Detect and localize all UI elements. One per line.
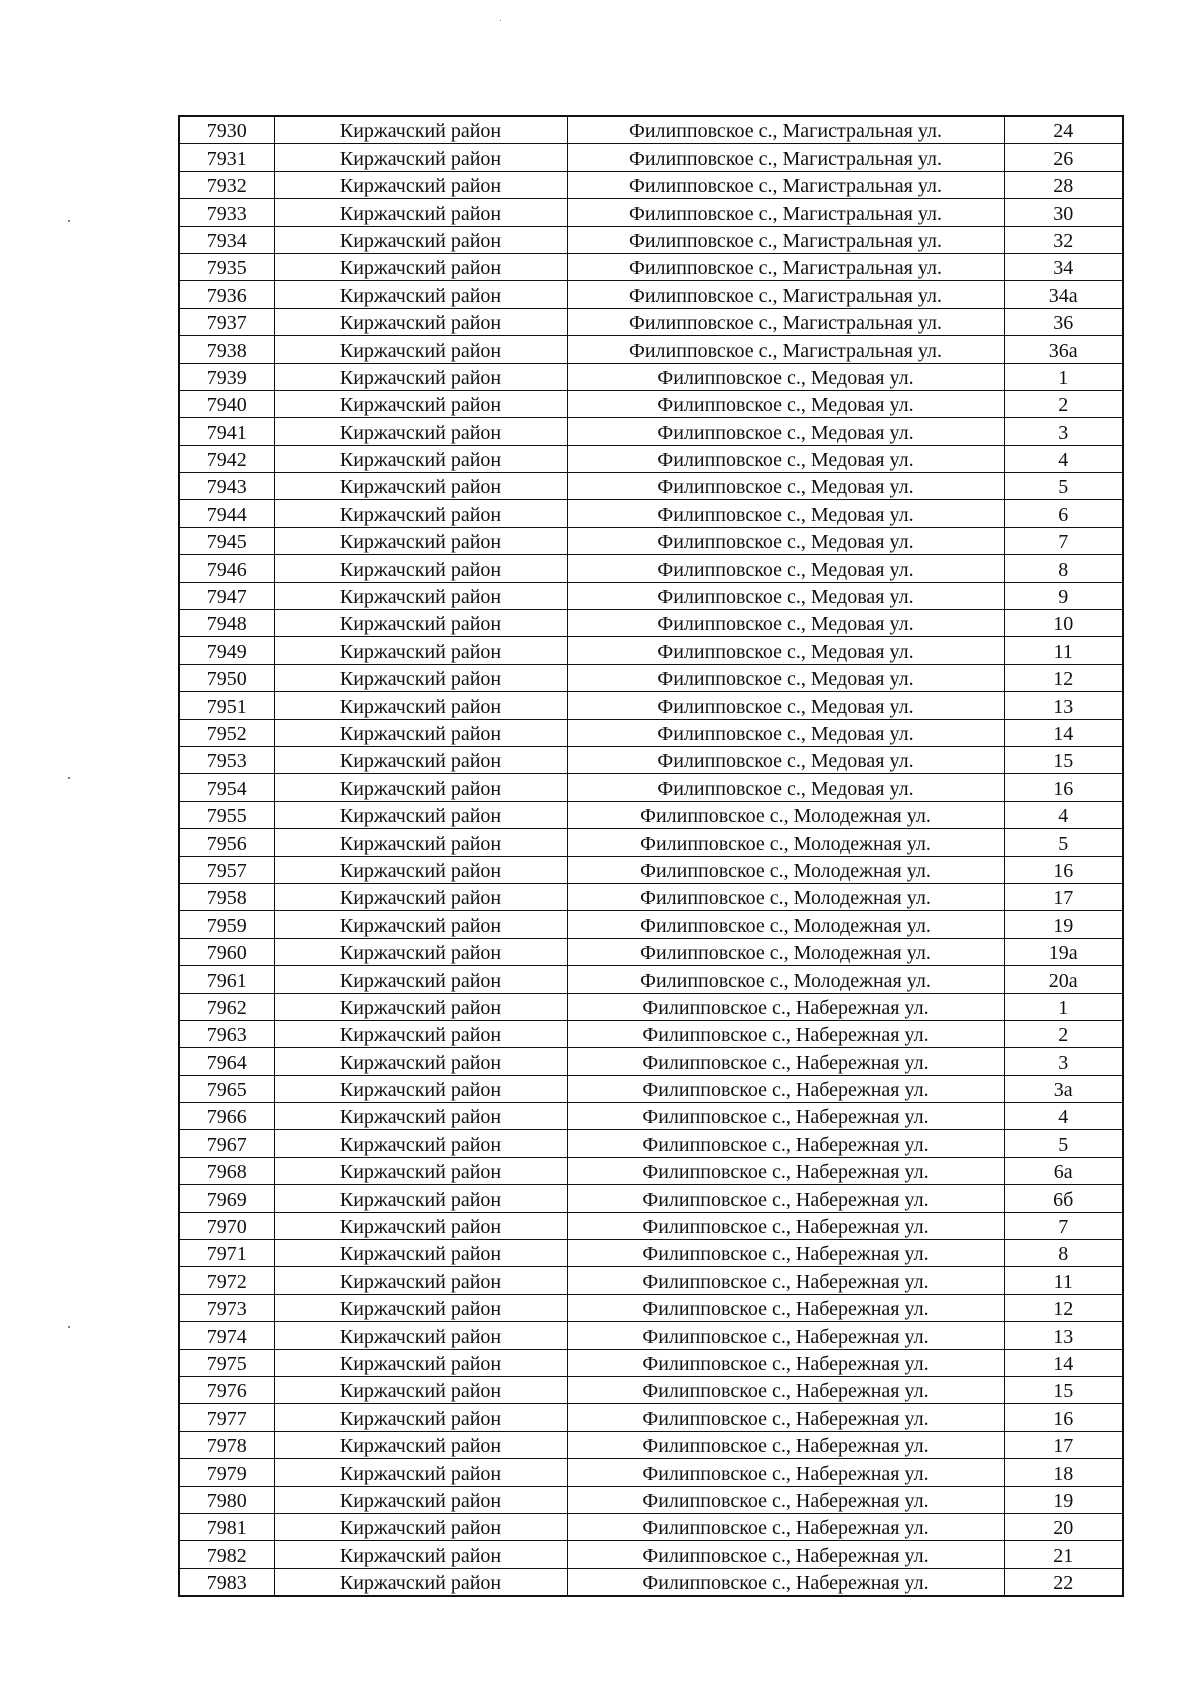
row-number-cell: 7934 — [179, 226, 274, 253]
row-number-cell: 7965 — [179, 1075, 274, 1102]
row-number-cell: 7937 — [179, 308, 274, 335]
house-number-cell: 36а — [1004, 336, 1123, 363]
row-number-cell: 7931 — [179, 144, 274, 171]
row-number-cell: 7936 — [179, 281, 274, 308]
row-number-cell: 7981 — [179, 1513, 274, 1540]
table-row — [179, 473, 1123, 500]
row-number-cell: 7971 — [179, 1240, 274, 1267]
district-cell: Киржачский район — [274, 308, 567, 335]
row-number-cell: 7952 — [179, 719, 274, 746]
house-number-cell: 17 — [1004, 883, 1123, 910]
house-number-cell: 7 — [1004, 1212, 1123, 1239]
table-row — [179, 199, 1123, 226]
district-cell: Киржачский район — [274, 856, 567, 883]
house-number-cell: 2 — [1004, 390, 1123, 417]
row-number-cell: 7943 — [179, 473, 274, 500]
address-cell: Филипповское с., Набережная ул. — [567, 1459, 1004, 1486]
scan-speck — [68, 1326, 70, 1328]
district-cell: Киржачский район — [274, 144, 567, 171]
house-number-cell: 5 — [1004, 1130, 1123, 1157]
address-cell: Филипповское с., Медовая ул. — [567, 390, 1004, 417]
row-number-cell: 7945 — [179, 527, 274, 554]
table-row — [179, 336, 1123, 363]
address-cell: Филипповское с., Набережная ул. — [567, 1404, 1004, 1431]
row-number-cell: 7932 — [179, 171, 274, 198]
table-row — [179, 1075, 1123, 1102]
address-cell: Филипповское с., Набережная ул. — [567, 1075, 1004, 1102]
district-cell: Киржачский район — [274, 253, 567, 280]
table-row — [179, 116, 1123, 144]
row-number-cell: 7942 — [179, 445, 274, 472]
table-row — [179, 144, 1123, 171]
house-number-cell: 12 — [1004, 1294, 1123, 1321]
address-cell: Филипповское с., Набережная ул. — [567, 1157, 1004, 1184]
row-number-cell: 7957 — [179, 856, 274, 883]
district-cell: Киржачский район — [274, 911, 567, 938]
district-cell: Киржачский район — [274, 1513, 567, 1540]
table-row — [179, 1404, 1123, 1431]
row-number-cell: 7969 — [179, 1185, 274, 1212]
address-cell: Филипповское с., Набережная ул. — [567, 1486, 1004, 1513]
table-row — [179, 966, 1123, 993]
table-row — [179, 445, 1123, 472]
district-cell: Киржачский район — [274, 116, 567, 144]
district-cell: Киржачский район — [274, 883, 567, 910]
house-number-cell: 6б — [1004, 1185, 1123, 1212]
table-row — [179, 1486, 1123, 1513]
row-number-cell: 7975 — [179, 1349, 274, 1376]
address-cell: Филипповское с., Медовая ул. — [567, 473, 1004, 500]
row-number-cell: 7962 — [179, 993, 274, 1020]
house-number-cell: 12 — [1004, 664, 1123, 691]
address-cell: Филипповское с., Набережная ул. — [567, 1322, 1004, 1349]
address-cell: Филипповское с., Набережная ул. — [567, 1240, 1004, 1267]
address-cell: Филипповское с., Набережная ул. — [567, 1349, 1004, 1376]
table-row — [179, 801, 1123, 828]
table-row — [179, 1048, 1123, 1075]
address-cell: Филипповское с., Набережная ул. — [567, 1568, 1004, 1596]
house-number-cell: 22 — [1004, 1568, 1123, 1596]
house-number-cell: 1 — [1004, 363, 1123, 390]
table-row — [179, 253, 1123, 280]
district-cell: Киржачский район — [274, 966, 567, 993]
table-row — [179, 1431, 1123, 1458]
address-registry-table — [178, 115, 1124, 1597]
row-number-cell: 7941 — [179, 418, 274, 445]
district-cell: Киржачский район — [274, 445, 567, 472]
address-cell: Филипповское с., Молодежная ул. — [567, 911, 1004, 938]
row-number-cell: 7954 — [179, 774, 274, 801]
house-number-cell: 15 — [1004, 1376, 1123, 1403]
house-number-cell: 15 — [1004, 746, 1123, 773]
address-cell: Филипповское с., Набережная ул. — [567, 1541, 1004, 1568]
district-cell: Киржачский район — [274, 582, 567, 609]
house-number-cell: 6а — [1004, 1157, 1123, 1184]
row-number-cell: 7960 — [179, 938, 274, 965]
house-number-cell: 19 — [1004, 1486, 1123, 1513]
house-number-cell: 6 — [1004, 500, 1123, 527]
address-cell: Филипповское с., Медовая ул. — [567, 692, 1004, 719]
table-row — [179, 746, 1123, 773]
house-number-cell: 36 — [1004, 308, 1123, 335]
house-number-cell: 26 — [1004, 144, 1123, 171]
address-cell: Филипповское с., Набережная ул. — [567, 1431, 1004, 1458]
district-cell: Киржачский район — [274, 199, 567, 226]
table-row — [179, 1459, 1123, 1486]
table-row — [179, 1157, 1123, 1184]
address-cell: Филипповское с., Молодежная ул. — [567, 829, 1004, 856]
address-cell: Филипповское с., Медовая ул. — [567, 445, 1004, 472]
address-cell: Филипповское с., Медовая ул. — [567, 719, 1004, 746]
row-number-cell: 7958 — [179, 883, 274, 910]
address-cell: Филипповское с., Медовая ул. — [567, 637, 1004, 664]
table-row — [179, 610, 1123, 637]
table-row — [179, 1349, 1123, 1376]
district-cell: Киржачский район — [274, 1486, 567, 1513]
row-number-cell: 7976 — [179, 1376, 274, 1403]
house-number-cell: 11 — [1004, 1267, 1123, 1294]
table-row — [179, 1185, 1123, 1212]
district-cell: Киржачский район — [274, 363, 567, 390]
row-number-cell: 7977 — [179, 1404, 274, 1431]
address-cell: Филипповское с., Молодежная ул. — [567, 966, 1004, 993]
table-row — [179, 1376, 1123, 1403]
address-cell: Филипповское с., Медовая ул. — [567, 527, 1004, 554]
address-cell: Филипповское с., Молодежная ул. — [567, 938, 1004, 965]
row-number-cell: 7944 — [179, 500, 274, 527]
row-number-cell: 7935 — [179, 253, 274, 280]
table-row — [179, 692, 1123, 719]
district-cell: Киржачский район — [274, 1103, 567, 1130]
address-cell: Филипповское с., Медовая ул. — [567, 610, 1004, 637]
table-row — [179, 1322, 1123, 1349]
house-number-cell: 16 — [1004, 1404, 1123, 1431]
house-number-cell: 13 — [1004, 1322, 1123, 1349]
district-cell: Киржачский район — [274, 390, 567, 417]
address-cell: Филипповское с., Набережная ул. — [567, 1267, 1004, 1294]
district-cell: Киржачский район — [274, 1404, 567, 1431]
row-number-cell: 7948 — [179, 610, 274, 637]
row-number-cell: 7946 — [179, 555, 274, 582]
row-number-cell: 7950 — [179, 664, 274, 691]
house-number-cell: 19а — [1004, 938, 1123, 965]
house-number-cell: 19 — [1004, 911, 1123, 938]
table-row — [179, 527, 1123, 554]
address-cell: Филипповское с., Магистральная ул. — [567, 199, 1004, 226]
district-cell: Киржачский район — [274, 226, 567, 253]
row-number-cell: 7963 — [179, 1020, 274, 1047]
table-row — [179, 1212, 1123, 1239]
row-number-cell: 7968 — [179, 1157, 274, 1184]
table-row — [179, 1103, 1123, 1130]
house-number-cell: 34а — [1004, 281, 1123, 308]
address-cell: Филипповское с., Магистральная ул. — [567, 116, 1004, 144]
district-cell: Киржачский район — [274, 1267, 567, 1294]
address-cell: Филипповское с., Набережная ул. — [567, 1048, 1004, 1075]
table-row — [179, 555, 1123, 582]
address-cell: Филипповское с., Набережная ул. — [567, 1513, 1004, 1540]
row-number-cell: 7982 — [179, 1541, 274, 1568]
district-cell: Киржачский район — [274, 555, 567, 582]
table-row — [179, 500, 1123, 527]
house-number-cell: 18 — [1004, 1459, 1123, 1486]
address-cell: Филипповское с., Набережная ул. — [567, 993, 1004, 1020]
row-number-cell: 7953 — [179, 746, 274, 773]
district-cell: Киржачский район — [274, 1075, 567, 1102]
house-number-cell: 17 — [1004, 1431, 1123, 1458]
table-row — [179, 911, 1123, 938]
row-number-cell: 7966 — [179, 1103, 274, 1130]
address-cell: Филипповское с., Набережная ул. — [567, 1376, 1004, 1403]
district-cell: Киржачский район — [274, 1048, 567, 1075]
house-number-cell: 20 — [1004, 1513, 1123, 1540]
address-cell: Филипповское с., Медовая ул. — [567, 774, 1004, 801]
row-number-cell: 7979 — [179, 1459, 274, 1486]
row-number-cell: 7949 — [179, 637, 274, 664]
address-cell: Филипповское с., Магистральная ул. — [567, 144, 1004, 171]
house-number-cell: 16 — [1004, 774, 1123, 801]
district-cell: Киржачский район — [274, 719, 567, 746]
district-cell: Киржачский район — [274, 746, 567, 773]
address-cell: Филипповское с., Молодежная ул. — [567, 801, 1004, 828]
house-number-cell: 30 — [1004, 199, 1123, 226]
house-number-cell: 2 — [1004, 1020, 1123, 1047]
district-cell: Киржачский район — [274, 336, 567, 363]
district-cell: Киржачский район — [274, 418, 567, 445]
table-row — [179, 1267, 1123, 1294]
table-row — [179, 719, 1123, 746]
address-cell: Филипповское с., Молодежная ул. — [567, 883, 1004, 910]
table-row — [179, 829, 1123, 856]
table-row — [179, 1130, 1123, 1157]
district-cell: Киржачский район — [274, 1459, 567, 1486]
table-row — [179, 1513, 1123, 1540]
house-number-cell: 8 — [1004, 1240, 1123, 1267]
table-row — [179, 226, 1123, 253]
registry-body — [179, 116, 1123, 1596]
house-number-cell: 13 — [1004, 692, 1123, 719]
house-number-cell: 34 — [1004, 253, 1123, 280]
house-number-cell: 8 — [1004, 555, 1123, 582]
table-row — [179, 664, 1123, 691]
table-row — [179, 582, 1123, 609]
house-number-cell: 21 — [1004, 1541, 1123, 1568]
table-row — [179, 1240, 1123, 1267]
table-row — [179, 171, 1123, 198]
row-number-cell: 7973 — [179, 1294, 274, 1321]
house-number-cell: 32 — [1004, 226, 1123, 253]
address-cell: Филипповское с., Медовая ул. — [567, 555, 1004, 582]
row-number-cell: 7959 — [179, 911, 274, 938]
table-row — [179, 856, 1123, 883]
table-row — [179, 308, 1123, 335]
house-number-cell: 3 — [1004, 1048, 1123, 1075]
house-number-cell: 5 — [1004, 473, 1123, 500]
house-number-cell: 3а — [1004, 1075, 1123, 1102]
table-row — [179, 281, 1123, 308]
table-row — [179, 883, 1123, 910]
table-row — [179, 637, 1123, 664]
address-cell: Филипповское с., Медовая ул. — [567, 363, 1004, 390]
row-number-cell: 7964 — [179, 1048, 274, 1075]
table-row — [179, 1294, 1123, 1321]
address-cell: Филипповское с., Набережная ул. — [567, 1212, 1004, 1239]
district-cell: Киржачский район — [274, 500, 567, 527]
scan-speck — [500, 20, 501, 21]
district-cell: Киржачский район — [274, 774, 567, 801]
row-number-cell: 7972 — [179, 1267, 274, 1294]
row-number-cell: 7955 — [179, 801, 274, 828]
district-cell: Киржачский район — [274, 473, 567, 500]
district-cell: Киржачский район — [274, 801, 567, 828]
house-number-cell: 3 — [1004, 418, 1123, 445]
district-cell: Киржачский район — [274, 527, 567, 554]
row-number-cell: 7978 — [179, 1431, 274, 1458]
district-cell: Киржачский район — [274, 938, 567, 965]
house-number-cell: 16 — [1004, 856, 1123, 883]
district-cell: Киржачский район — [274, 1240, 567, 1267]
district-cell: Киржачский район — [274, 637, 567, 664]
district-cell: Киржачский район — [274, 1212, 567, 1239]
house-number-cell: 10 — [1004, 610, 1123, 637]
address-cell: Филипповское с., Медовая ул. — [567, 582, 1004, 609]
district-cell: Киржачский район — [274, 1130, 567, 1157]
row-number-cell: 7956 — [179, 829, 274, 856]
house-number-cell: 20а — [1004, 966, 1123, 993]
row-number-cell: 7939 — [179, 363, 274, 390]
row-number-cell: 7938 — [179, 336, 274, 363]
row-number-cell: 7983 — [179, 1568, 274, 1596]
district-cell: Киржачский район — [274, 1294, 567, 1321]
house-number-cell: 14 — [1004, 1349, 1123, 1376]
address-cell: Филипповское с., Медовая ул. — [567, 664, 1004, 691]
district-cell: Киржачский район — [274, 610, 567, 637]
address-cell: Филипповское с., Магистральная ул. — [567, 281, 1004, 308]
scan-speck — [68, 777, 70, 779]
address-cell: Филипповское с., Молодежная ул. — [567, 856, 1004, 883]
table-row — [179, 938, 1123, 965]
district-cell: Киржачский район — [274, 1568, 567, 1596]
address-cell: Филипповское с., Магистральная ул. — [567, 171, 1004, 198]
house-number-cell: 4 — [1004, 445, 1123, 472]
district-cell: Киржачский район — [274, 692, 567, 719]
address-cell: Филипповское с., Набережная ул. — [567, 1130, 1004, 1157]
district-cell: Киржачский район — [274, 1020, 567, 1047]
row-number-cell: 7970 — [179, 1212, 274, 1239]
district-cell: Киржачский район — [274, 1541, 567, 1568]
address-cell: Филипповское с., Магистральная ул. — [567, 308, 1004, 335]
table-row — [179, 1541, 1123, 1568]
row-number-cell: 7930 — [179, 116, 274, 144]
table-row — [179, 1020, 1123, 1047]
row-number-cell: 7933 — [179, 199, 274, 226]
house-number-cell: 14 — [1004, 719, 1123, 746]
address-cell: Филипповское с., Набережная ул. — [567, 1020, 1004, 1047]
district-cell: Киржачский район — [274, 1349, 567, 1376]
address-cell: Филипповское с., Набережная ул. — [567, 1185, 1004, 1212]
row-number-cell: 7961 — [179, 966, 274, 993]
house-number-cell: 4 — [1004, 801, 1123, 828]
district-cell: Киржачский район — [274, 664, 567, 691]
district-cell: Киржачский район — [274, 1376, 567, 1403]
house-number-cell: 1 — [1004, 993, 1123, 1020]
house-number-cell: 24 — [1004, 116, 1123, 144]
house-number-cell: 5 — [1004, 829, 1123, 856]
row-number-cell: 7951 — [179, 692, 274, 719]
district-cell: Киржачский район — [274, 281, 567, 308]
address-cell: Филипповское с., Медовая ул. — [567, 746, 1004, 773]
address-cell: Филипповское с., Магистральная ул. — [567, 226, 1004, 253]
address-cell: Филипповское с., Магистральная ул. — [567, 336, 1004, 363]
table-row — [179, 993, 1123, 1020]
house-number-cell: 7 — [1004, 527, 1123, 554]
district-cell: Киржачский район — [274, 1431, 567, 1458]
district-cell: Киржачский район — [274, 1157, 567, 1184]
table-row — [179, 390, 1123, 417]
address-cell: Филипповское с., Медовая ул. — [567, 500, 1004, 527]
scan-speck — [68, 220, 70, 222]
table-row — [179, 774, 1123, 801]
address-cell: Филипповское с., Набережная ул. — [567, 1294, 1004, 1321]
district-cell: Киржачский район — [274, 1322, 567, 1349]
address-cell: Филипповское с., Медовая ул. — [567, 418, 1004, 445]
district-cell: Киржачский район — [274, 171, 567, 198]
row-number-cell: 7974 — [179, 1322, 274, 1349]
address-cell: Филипповское с., Магистральная ул. — [567, 253, 1004, 280]
house-number-cell: 28 — [1004, 171, 1123, 198]
row-number-cell: 7980 — [179, 1486, 274, 1513]
table-row — [179, 363, 1123, 390]
row-number-cell: 7967 — [179, 1130, 274, 1157]
district-cell: Киржачский район — [274, 1185, 567, 1212]
address-cell: Филипповское с., Набережная ул. — [567, 1103, 1004, 1130]
house-number-cell: 11 — [1004, 637, 1123, 664]
house-number-cell: 9 — [1004, 582, 1123, 609]
row-number-cell: 7947 — [179, 582, 274, 609]
table-row — [179, 418, 1123, 445]
table-row — [179, 1568, 1123, 1596]
row-number-cell: 7940 — [179, 390, 274, 417]
district-cell: Киржачский район — [274, 829, 567, 856]
district-cell: Киржачский район — [274, 993, 567, 1020]
house-number-cell: 4 — [1004, 1103, 1123, 1130]
